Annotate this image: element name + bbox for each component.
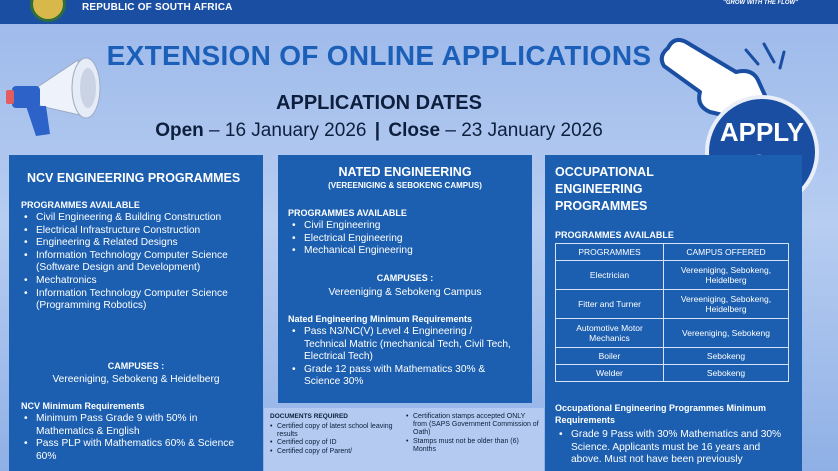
table-cell: Sebokeng xyxy=(664,348,789,365)
list-item: • Minimum Pass Grade 9 with 50% in Mathematics & English xyxy=(20,413,250,438)
list-item: • Certified copy of Parent/ xyxy=(268,448,398,456)
occupational-programmes-heading: PROGRAMMES AVAILABLE xyxy=(555,230,674,240)
table-cell: Automotive Motor Mechanics xyxy=(556,319,664,348)
table-cell: Electrician xyxy=(556,261,664,290)
occupational-requirements-list xyxy=(555,429,791,467)
coat-of-arms-logo xyxy=(30,0,66,22)
apply-text: APPLY xyxy=(719,117,805,147)
open-label: Open xyxy=(155,120,204,141)
table-header-row xyxy=(556,244,789,261)
nated-requirements-list xyxy=(288,326,514,389)
nated-requirements-heading: Nated Engineering Minimum Requirements xyxy=(288,314,473,324)
ncv-programmes-list xyxy=(20,212,256,313)
table-row xyxy=(556,261,789,290)
application-dates-title: APPLICATION DATES xyxy=(276,92,482,114)
table-cell: Sebokeng xyxy=(664,365,789,382)
table-cell: Boiler xyxy=(556,348,664,365)
list-item: • Grade 9 Pass with 30% Mathematics and 30% Science. Applicants must be 16 years and above. Must not have been previously xyxy=(555,429,791,467)
slogan-text: "GROW WITH THE FLOW" xyxy=(722,0,798,6)
table-cell: Vereeniging, Sebokeng, Heidelberg xyxy=(664,290,789,319)
ncv-title: NCV ENGINEERING PROGRAMMES xyxy=(27,171,241,185)
nated-panel xyxy=(278,155,532,403)
top-banner xyxy=(0,0,838,24)
list-item: • Engineering & Related Designs xyxy=(20,237,256,250)
nated-programmes-heading: PROGRAMMES AVAILABLE xyxy=(288,208,407,218)
table-row xyxy=(556,348,789,365)
close-date: – 23 January 2026 xyxy=(445,120,603,141)
list-item: • Stamps must not be older than (6) Months xyxy=(404,438,540,454)
republic-text: REPUBLIC OF SOUTH AFRICA xyxy=(82,2,233,13)
list-item: • Mechanical Engineering xyxy=(288,245,524,258)
table-cell: Welder xyxy=(556,365,664,382)
nated-title: NATED ENGINEERING xyxy=(338,165,472,179)
table-cell: Fitter and Turner xyxy=(556,290,664,319)
list-item: • Certified copy of latest school leaving results xyxy=(268,423,398,439)
list-item: • Electrical Infrastructure Construction xyxy=(20,225,256,238)
table-row xyxy=(556,290,789,319)
documents-required xyxy=(264,408,544,471)
ncv-requirements-heading: NCV Minimum Requirements xyxy=(21,401,145,411)
ncv-campuses: Vereeniging, Sebokeng & Heidelberg xyxy=(52,374,220,385)
table-cell: Vereeniging, Sebokeng xyxy=(664,319,789,348)
list-item: • Electrical Engineering xyxy=(288,233,524,246)
list-item: • Certified copy of ID xyxy=(268,439,398,447)
list-item: • Certification stamps accepted ONLY from (SAPS Government Commission of Oath) xyxy=(404,413,540,438)
table-header: PROGRAMMES xyxy=(556,244,664,261)
occupational-panel xyxy=(545,155,802,471)
open-date: – 16 January 2026 xyxy=(209,120,367,141)
occupational-requirements-heading: Occupational Engineering Programmes Minimum Requirements xyxy=(555,403,767,425)
close-label: Close xyxy=(388,120,441,141)
ncv-requirements-list xyxy=(20,413,250,463)
list-item: • Civil Engineering xyxy=(288,220,524,233)
list-item: • Information Technology Computer Science (Programming Robotics) xyxy=(20,288,256,313)
documents-right-list xyxy=(404,413,540,454)
nated-programmes-list xyxy=(288,220,524,258)
headline: EXTENSION OF ONLINE APPLICATIONS xyxy=(106,40,652,71)
list-item: • Pass N3/NC(V) Level 4 Engineering / Technical Matric (mechanical Tech, Civil Tech, Electrical Tech) xyxy=(288,326,514,364)
occupational-title: OCCUPATIONAL ENGINEERING PROGRAMMES xyxy=(555,165,654,213)
table-cell: Vereeniging, Sebokeng, Heidelberg xyxy=(664,261,789,290)
list-item: • Grade 12 pass with Mathematics 30% & Science 30% xyxy=(288,364,514,389)
documents-title: DOCUMENTS REQUIRED xyxy=(270,413,349,420)
ncv-programmes-heading: PROGRAMMES AVAILABLE xyxy=(21,200,140,210)
list-item: • Information Technology Computer Science (Software Design and Development) xyxy=(20,250,256,275)
table-row xyxy=(556,319,789,348)
dates-separator: | xyxy=(374,120,381,141)
nated-campuses-heading: CAMPUSES : xyxy=(376,273,434,283)
table-header: CAMPUS OFFERED xyxy=(664,244,789,261)
list-item: • Mechatronics xyxy=(20,275,256,288)
ncv-panel xyxy=(9,155,263,471)
documents-left-list xyxy=(268,423,398,456)
nated-campuses: Vereeniging & Sebokeng Campus xyxy=(328,287,482,298)
ncv-campuses-heading: CAMPUSES : xyxy=(107,361,165,371)
nated-subtitle: (VEREENIGING & SEBOKENG CAMPUS) xyxy=(328,181,482,190)
list-item: • Pass PLP with Mathematics 60% & Science 60% xyxy=(20,438,250,463)
list-item: • Civil Engineering & Building Construction xyxy=(20,212,256,225)
table-row xyxy=(556,365,789,382)
occupational-table xyxy=(555,243,789,382)
